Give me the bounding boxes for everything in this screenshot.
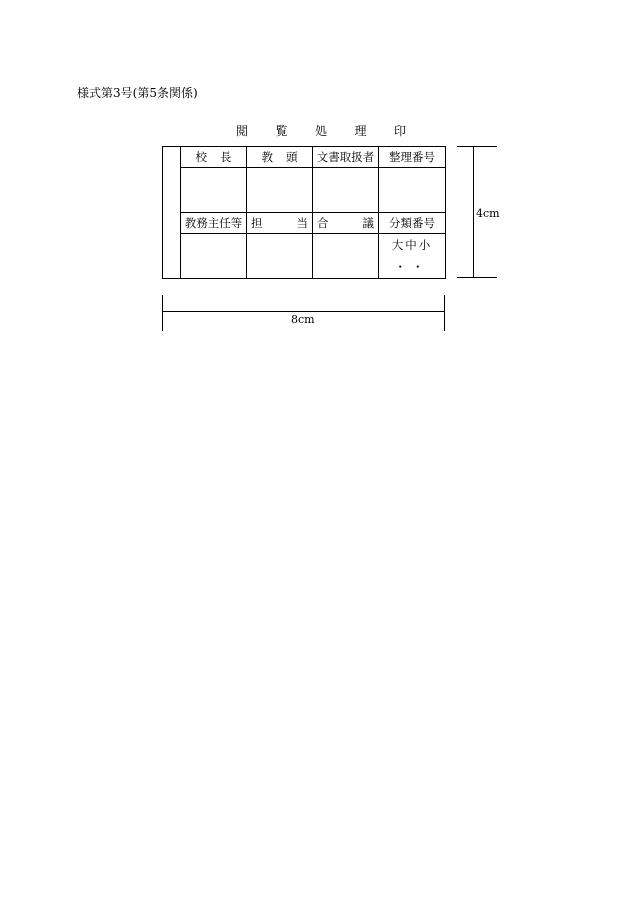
- header-kyomu-shunin: 教務主任等: [181, 213, 247, 234]
- height-dim-label: 4cm: [476, 207, 500, 220]
- title-char: 処: [314, 124, 327, 138]
- stamp-box-aigi: [313, 234, 379, 279]
- header-seiri-bango: 整理番号: [379, 147, 446, 168]
- stamp-table: [162, 146, 446, 279]
- width-dim-label: 8cm: [291, 313, 315, 326]
- header-aigi: 合 議: [313, 213, 379, 234]
- stamp-box-kocho: [181, 168, 247, 213]
- stamp-box-bunsho: [313, 168, 379, 213]
- height-dim-top-tick: [457, 146, 497, 147]
- stamp-box-kyoto: [247, 168, 313, 213]
- margin-column: [163, 147, 181, 279]
- stamp-title: [236, 122, 406, 139]
- stamp-box-kyomu: [181, 234, 247, 279]
- title-char: 覧: [275, 124, 288, 138]
- height-dim-line: [473, 146, 474, 278]
- width-dim-right-tick: [444, 295, 445, 331]
- bunrui-dots: ・・: [394, 260, 430, 274]
- form-number-label: 様式第3号(第5条関係): [77, 86, 198, 100]
- header-tanto: 担 当: [247, 213, 313, 234]
- title-char: 印: [393, 124, 406, 138]
- header-kyoto: 教 頭: [247, 147, 313, 168]
- width-dim-line: [162, 311, 445, 312]
- header-bunsho-toriatsukaisha: 文書取扱者: [313, 147, 379, 168]
- height-dim-bottom-tick: [457, 277, 497, 278]
- bunrui-sizes: 大中小: [391, 238, 433, 252]
- header-kocho: 校 長: [181, 147, 247, 168]
- stamp-box-seiri: [379, 168, 446, 213]
- bunrui-value-cell: [379, 234, 446, 279]
- stamp-box-tanto: [247, 234, 313, 279]
- width-dim-left-tick: [162, 295, 163, 331]
- title-char: 理: [354, 124, 367, 138]
- header-bunrui-bango: 分類番号: [379, 213, 446, 234]
- title-char: 閲: [236, 124, 249, 138]
